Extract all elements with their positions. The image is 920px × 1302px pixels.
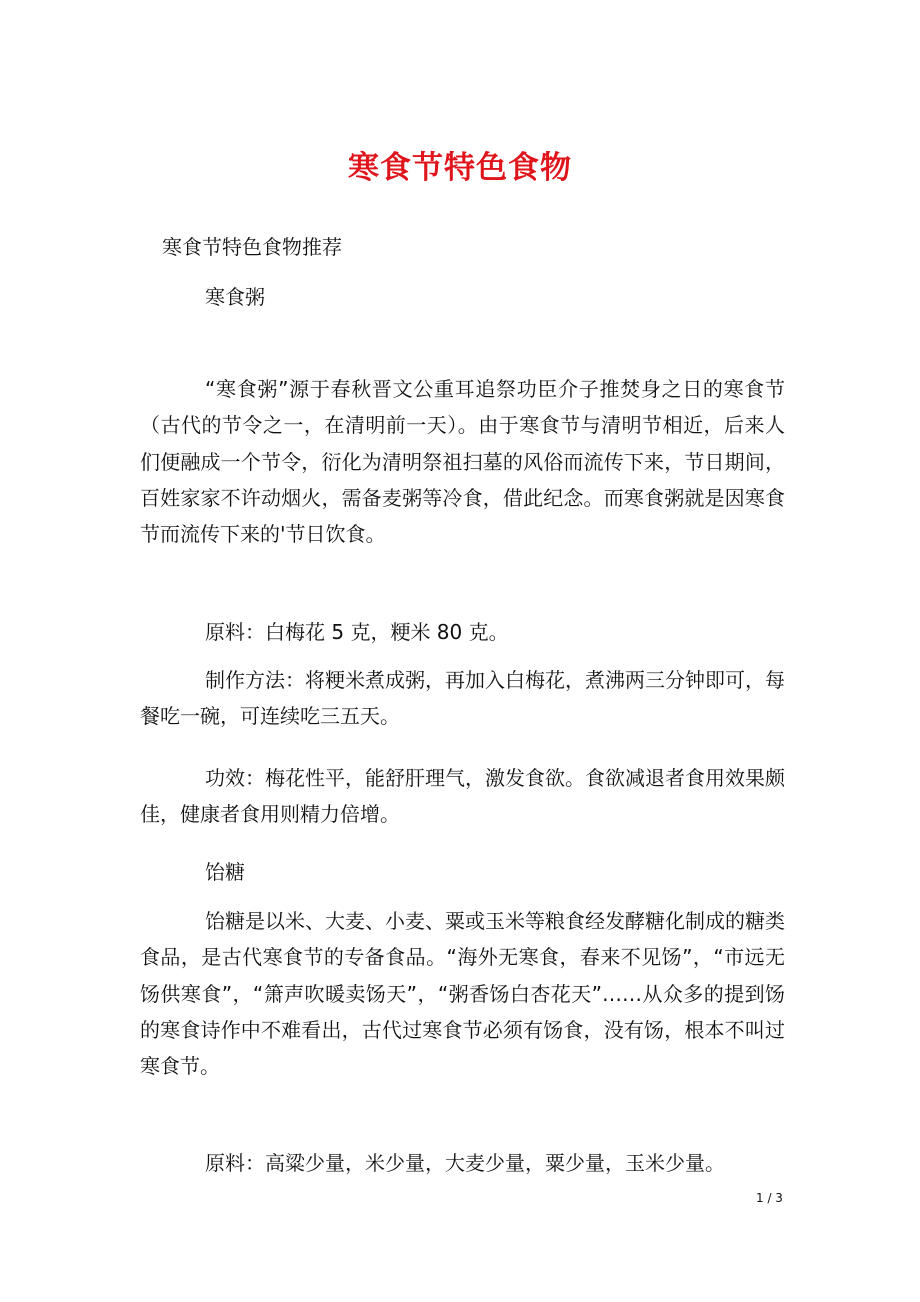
page-number: 1 / 3 (756, 1191, 783, 1205)
section-heading-hanshi-congee: 寒食粥 (205, 285, 265, 309)
document-subtitle: 寒食节特色食物推荐 (162, 235, 342, 259)
section-heading-maltose: 饴糖 (205, 860, 245, 884)
paragraph-congee-method: 制作方法：将粳米煮成粥，再加入白梅花，煮沸两三分钟即可，每餐吃一碗，可连续吃三五天。 (140, 668, 785, 729)
paragraph-maltose-ingredients: 原料：高粱少量，米少量，大麦少量，粟少量，玉米少量。 (205, 1151, 725, 1175)
paragraph-maltose-intro: 饴糖是以米、大麦、小麦、粟或玉米等粮食经发酵糖化制成的糖类食品，是古代寒食节的专备食品。“海外无寒食，春来不见饧”，“市远无饧供寒食”，“箫声吹暖卖饧天”，“粥香饧白杏花天”……从众多的提到饧的寒食诗作中不难看出，古代过寒食节必须有饧食，没有饧，根本不叫过寒食节。 (140, 909, 785, 1079)
paragraph-congee-ingredients: 原料：白梅花 5 克，粳米 80 克。 (205, 620, 509, 644)
paragraph-congee-intro: “寒食粥”源于春秋晋文公重耳追祭功臣介子推焚身之日的寒食节（古代的节令之一，在清明前一天）。由于寒食节与清明节相近，后来人们便融成一个节令，衍化为清明祭祖扫墓的风俗而流传下来，节日期间，百姓家家不许动烟火，需备麦粥等冷食，借此纪念。而寒食粥就是因寒食节而流传下来的'节日饮食。 (140, 377, 785, 547)
paragraph-congee-effect: 功效：梅花性平，能舒肝理气，激发食欲。食欲减退者食用效果颇佳，健康者食用则精力倍增。 (140, 766, 785, 827)
document-title: 寒食节特色食物 (348, 150, 572, 186)
